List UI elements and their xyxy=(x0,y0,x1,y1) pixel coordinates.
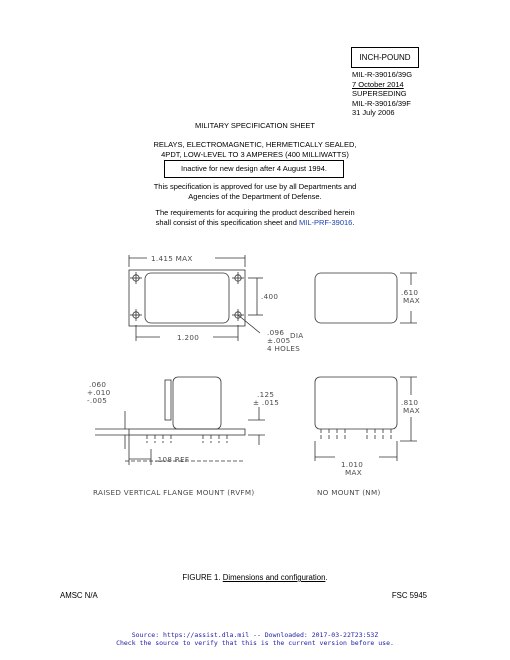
dim-width-max-label: MAX xyxy=(403,296,420,305)
dim-hole-spacing-label: 1.200 xyxy=(177,333,200,342)
document-number: MIL-R-39016/39G xyxy=(352,70,413,79)
dim-hole-dia-label: DIA xyxy=(290,331,304,340)
inactive-notice xyxy=(164,160,344,178)
mounting-hole-icon xyxy=(130,272,244,321)
rvfm-flange-tab xyxy=(165,380,171,420)
requirements-line-2 xyxy=(0,218,510,228)
title-line-2: 4PDT, LOW-LEVEL TO 3 AMPERES (400 MILLIWATTS) xyxy=(161,149,349,159)
nm-top-view-body xyxy=(315,273,397,323)
dim-flange-tol-minus-label: -.005 xyxy=(87,396,108,405)
requirements-line-2-text: shall consist of this specification sheet and xyxy=(155,217,299,227)
figure-drawing xyxy=(85,245,425,505)
figure-caption-period: . xyxy=(325,573,328,582)
top-view-flange xyxy=(129,270,245,326)
dim-side-width-max-label: MAX xyxy=(345,468,362,477)
inch-pound-box xyxy=(351,47,419,68)
dim-side-width-label: 1.010 xyxy=(341,460,364,469)
title-line-1: RELAYS, ELECTROMAGNETIC, HERMETICALLY SEALED, xyxy=(153,140,357,149)
inactive-notice-text: Inactive for new design after 4 August 1994. xyxy=(181,164,327,173)
dim-height-label: .400 xyxy=(261,292,279,301)
approval-statement xyxy=(0,182,510,201)
dim-hole-tol-label: ±.005 xyxy=(267,336,291,345)
sheet-title: MILITARY SPECIFICATION SHEET xyxy=(195,121,315,130)
dim-side-height-label: .810 xyxy=(401,398,419,407)
document-date: 7 October 2014 xyxy=(352,79,404,89)
nm-view-label: NO MOUNT (NM) xyxy=(317,488,381,497)
dim-flange-height-tol-label: ± .015 xyxy=(253,398,280,407)
figure-number: FIGURE 1. xyxy=(182,573,221,582)
dim-flange-height-label: .125 xyxy=(257,390,275,399)
requirements-line-1: The requirements for acquiring the product described herein xyxy=(155,208,355,217)
requirements-period: . xyxy=(352,217,355,227)
dim-flange-thickness-label: .060 xyxy=(89,380,107,389)
dim-holes-count-label: 4 HOLES xyxy=(267,344,301,353)
dim-width-label: .610 xyxy=(401,288,419,297)
document-header xyxy=(352,70,412,118)
approval-line-2: Agencies of the Department of Defense. xyxy=(188,191,322,201)
rvfm-side-body xyxy=(173,377,221,429)
dim-side-height-max-label: MAX xyxy=(403,406,420,415)
nm-side-body xyxy=(315,377,397,429)
figure-caption-text: Dimensions and configuration xyxy=(222,573,326,582)
document-title xyxy=(0,140,510,159)
mil-prf-39016-link[interactable]: MIL-PRF-39016 xyxy=(298,217,353,227)
verify-line: Check the source to verify that this is the current version before use. xyxy=(116,639,394,647)
rvfm-view-label: RAISED VERTICAL FLANGE MOUNT (RVFM) xyxy=(93,488,255,497)
rvfm-flange xyxy=(129,429,245,435)
inch-pound-label: INCH-POUND xyxy=(359,53,411,62)
superseding-label: SUPERSEDING xyxy=(352,89,407,98)
dim-length-label: 1.415 MAX xyxy=(151,254,193,263)
source-line: Source: https://assist.dla.mil -- Downloaded: 2017-03-22T23:53Z xyxy=(131,631,379,639)
previous-document-date: 31 July 2006 xyxy=(352,108,395,117)
dim-hole-label: .096 xyxy=(267,328,285,337)
amsc-label: AMSC N/A xyxy=(60,591,98,600)
dim-flange-tol-plus-label: +.010 xyxy=(87,388,111,397)
source-notice xyxy=(0,631,510,647)
fsc-label: FSC 5945 xyxy=(391,591,427,600)
dim-ref-label: .108 REF xyxy=(155,455,190,464)
requirements-statement xyxy=(0,208,510,227)
approval-line-1: This specification is approved for use by all Departments and xyxy=(153,182,357,191)
figure-caption xyxy=(0,573,510,582)
previous-document-number: MIL-R-39016/39F xyxy=(352,98,411,108)
top-view-body xyxy=(145,273,229,323)
